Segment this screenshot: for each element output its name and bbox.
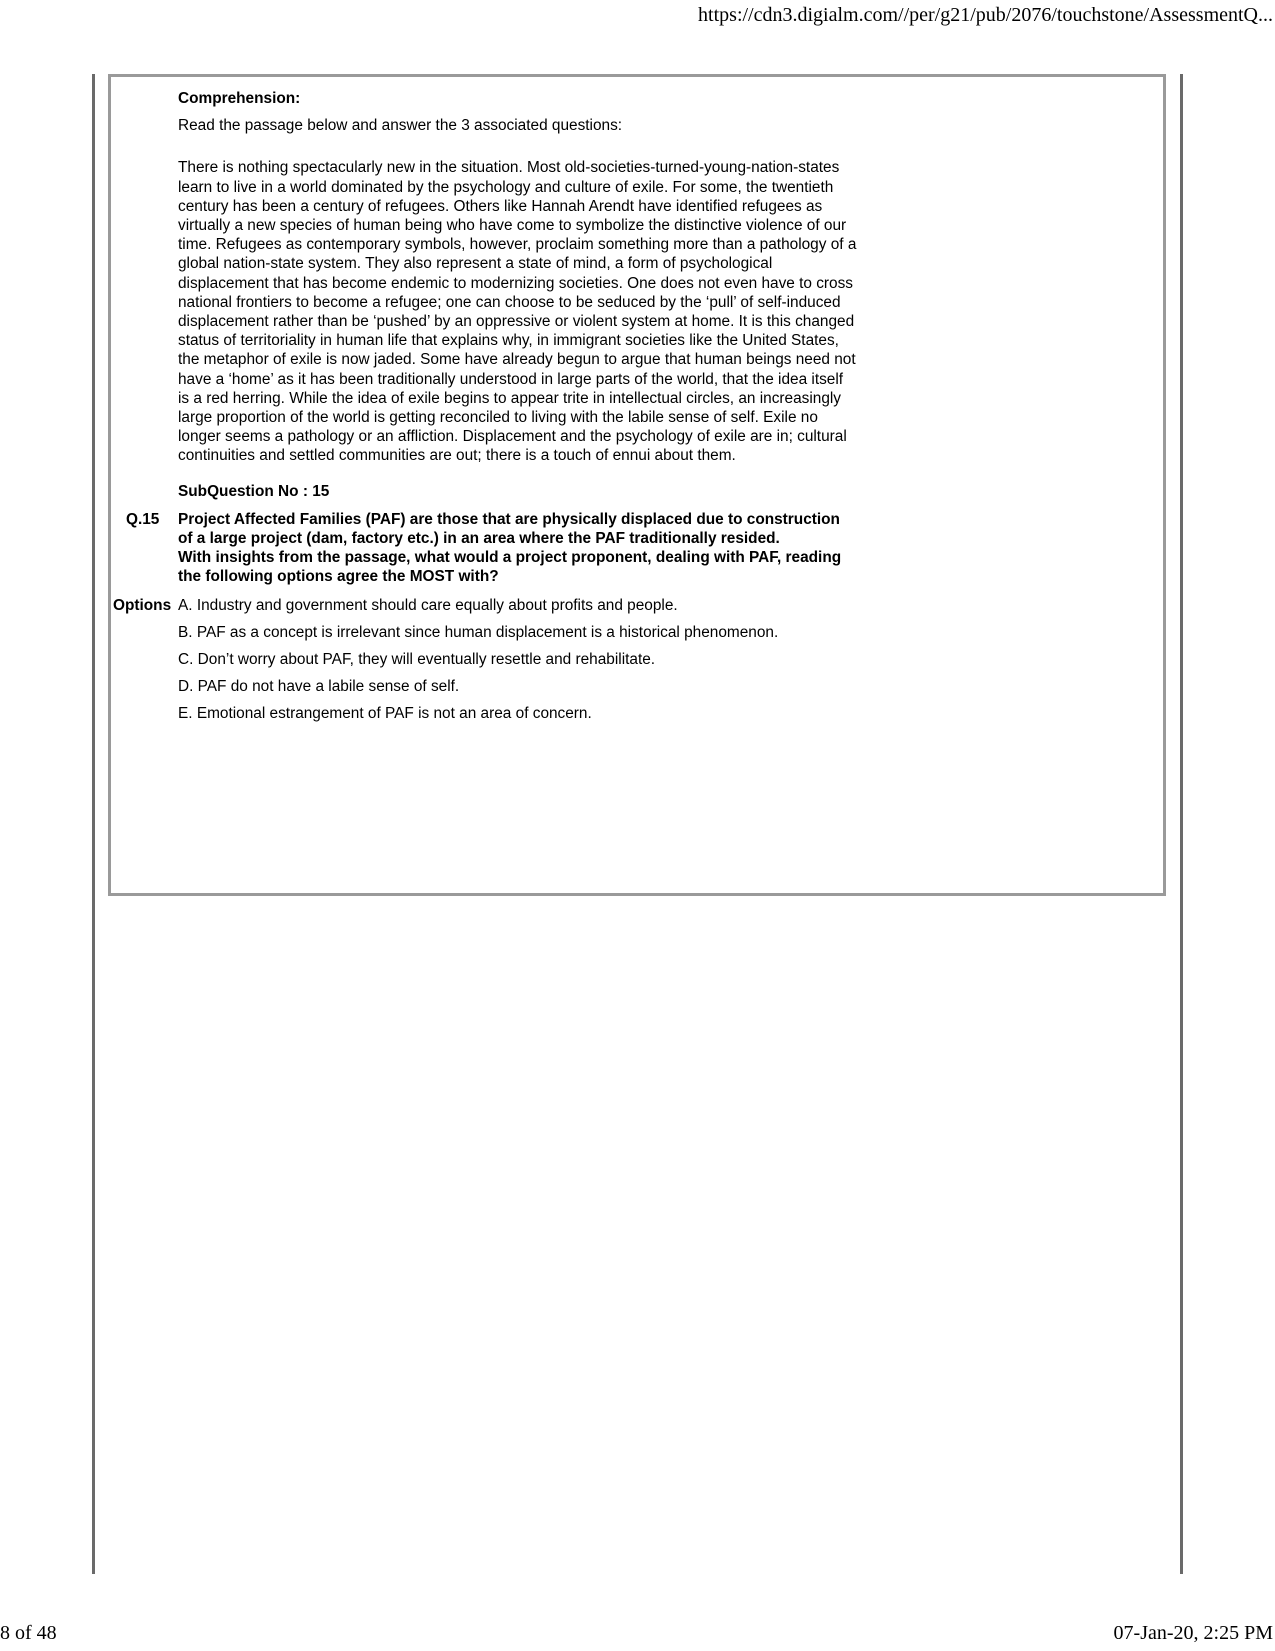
option-a: A. Industry and government should care equally about profits and people. xyxy=(178,596,678,614)
option-b: B. PAF as a concept is irrelevant since human displacement is a historical phenomenon. xyxy=(178,623,779,641)
question-number: Q.15 xyxy=(126,510,160,528)
option-d: D. PAF do not have a labile sense of self. xyxy=(178,678,460,696)
question-content xyxy=(113,89,858,732)
options-list xyxy=(113,596,858,724)
page-frame-left-rule xyxy=(92,74,95,1574)
question-text-line: Project Affected Families (PAF) are those that are physically displaced due to construction of a large project (dam, factory etc.) in an area where the PAF traditionally resided. xyxy=(178,510,840,548)
comprehension-passage: There is nothing spectacularly new in the situation. Most old-societies-turned-young-nation-states learn to live in a world dominated by the psychology and culture of exile. For some, the twentieth century has been a century of refugees. Others like Hannah Arendt have identified refugees as virtually a new species of human being who have come to symbolize the distinctive violence of our time. Refugees as contemporary symbols, however, proclaim something more than a pathology of a global nation-state system. They also represent a state of mind, a form of psychological displacement that has become endemic to modernizing societies. One does not even have to cross national frontiers to become a refugee; one can choose to be seduced by the ‘pull’ of self-induced displacement rather than be ‘pushed’ by an oppressive or violent system at home. It is this changed status of territoriality in human life that explains why, in immigrant societies like the United States, the metaphor of exile is now jaded. Some have already begun to argue that human beings need not have a ‘home’ as it has been traditionally understood in large parts of the world, that the idea itself is a red herring. While the idea of exile begins to appear trite in intellectual circles, an increasingly large proportion of the world is getting reconciled to living with the labile sense of self. Exile no longer seems a pathology or an affliction. Displacement and the psychology of exile are in; cultural continuities and settled communities are out; there is a touch of ennui about them. xyxy=(178,159,857,465)
comprehension-instruction: Read the passage below and answer the 3 associated questions: xyxy=(178,117,623,135)
print-footer-datetime: 07-Jan-20, 2:25 PM xyxy=(1113,1622,1273,1644)
option-e: E. Emotional estrangement of PAF is not an area of concern. xyxy=(178,705,592,723)
print-header-url: https://cdn3.digialm.com//per/g21/pub/2076/touchstone/AssessmentQ... xyxy=(698,4,1273,26)
comprehension-title: Comprehension: xyxy=(178,90,301,107)
options-label: Options xyxy=(113,596,172,614)
question-panel xyxy=(108,74,1166,896)
question-text-line: With insights from the passage, what would a project proponent, dealing with PAF, reading the following options agree the MOST with? xyxy=(178,549,842,586)
question-row xyxy=(126,510,858,587)
subquestion-label: SubQuestion No : 15 xyxy=(178,482,330,500)
option-c: C. Don’t worry about PAF, they will eventually resettle and rehabilitate. xyxy=(178,651,656,669)
page-frame-right-rule xyxy=(1180,74,1183,1574)
print-footer-page: 8 of 48 xyxy=(0,1622,57,1644)
question-text xyxy=(178,510,858,587)
